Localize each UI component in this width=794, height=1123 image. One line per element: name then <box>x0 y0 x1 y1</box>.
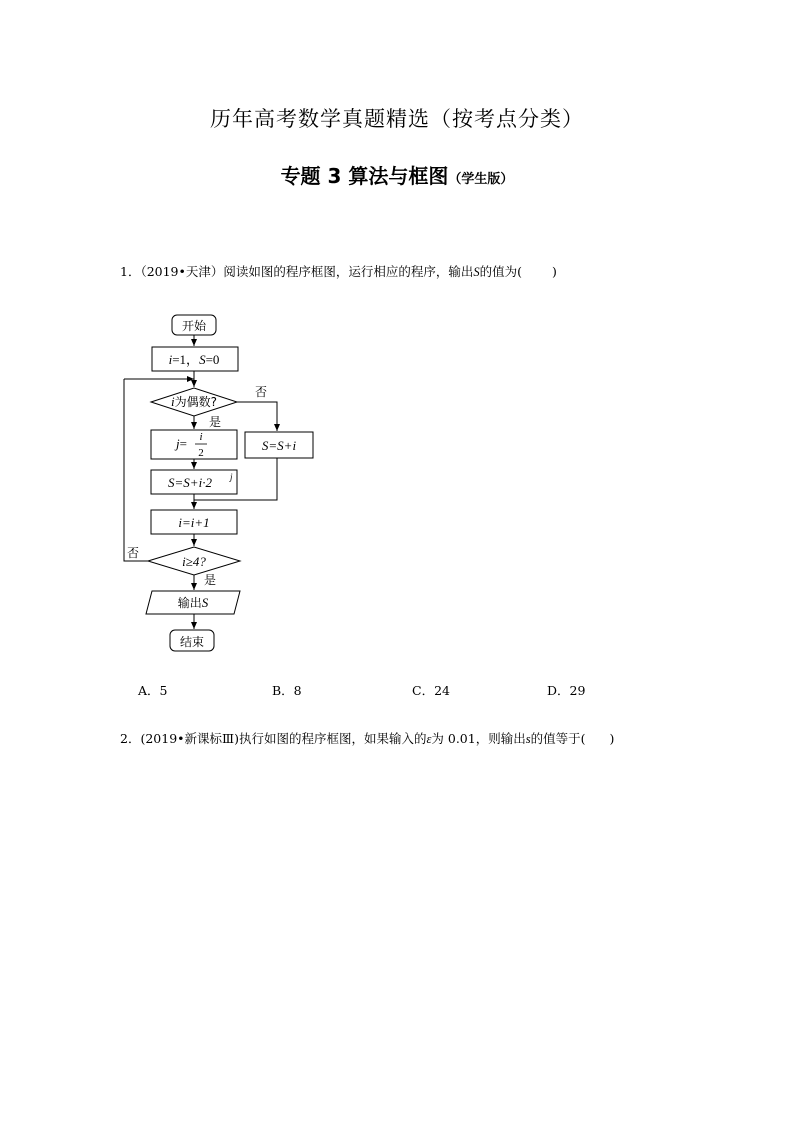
decision-even-label: i为偶数? <box>171 394 217 409</box>
assign-s-right-label: S=S+i <box>261 438 297 453</box>
question-2 <box>120 729 614 747</box>
decision-i-ge-4-label: i≥4? <box>182 554 206 569</box>
question-source: （2019•天津） <box>140 264 224 279</box>
subtitle-note: （学生版） <box>448 172 514 187</box>
choice-a[interactable]: A．5 <box>138 683 168 698</box>
assign-s-exponent: j <box>230 472 233 482</box>
increment-label: i=i+1 <box>178 515 210 530</box>
yes-label-1: 是 <box>209 415 222 429</box>
choice-b[interactable]: B．8 <box>272 683 302 698</box>
init-label: i=1，S=0 <box>168 352 220 367</box>
question-text-mid: 为 0.01，则输出 <box>431 731 526 746</box>
question-text-after: 的值等于( <box>530 731 586 746</box>
question-text-after: 的值为( <box>479 264 523 279</box>
choice-c[interactable]: C．24 <box>412 683 450 698</box>
yes-label-2: 是 <box>204 573 217 587</box>
question-text: 执行如图的程序框图，如果输入的 <box>238 731 427 746</box>
assign-s-label: S=S+i·2 <box>168 475 212 490</box>
start-label: 开始 <box>181 319 207 333</box>
end-label: 结束 <box>179 635 205 649</box>
question-var-2: s <box>525 732 531 746</box>
question-var: ε <box>426 732 432 746</box>
question-var: S <box>473 265 480 279</box>
document-title: 历年高考数学真题精选（按考点分类） <box>210 107 584 131</box>
question-close: ) <box>552 264 557 279</box>
subtitle-main: 专题 3 算法与框图 <box>280 164 449 188</box>
no-label-1: 否 <box>255 385 268 399</box>
question-close: ) <box>609 731 615 746</box>
assign-j-label: j= <box>176 436 187 451</box>
output-label: 输出S <box>177 595 209 610</box>
fraction-numerator: i <box>199 431 203 443</box>
question-source: (2019•新课标Ⅲ) <box>140 731 239 746</box>
question-text: 阅读如图的程序框图，运行相应的程序，输出 <box>223 264 474 279</box>
assign-j-box <box>151 430 237 459</box>
choice-d[interactable]: D．29 <box>547 683 586 698</box>
question-number: 2． <box>120 731 141 746</box>
fraction-denominator: 2 <box>198 447 204 459</box>
question-number: 1． <box>120 264 141 279</box>
no-label-2: 否 <box>127 546 140 560</box>
